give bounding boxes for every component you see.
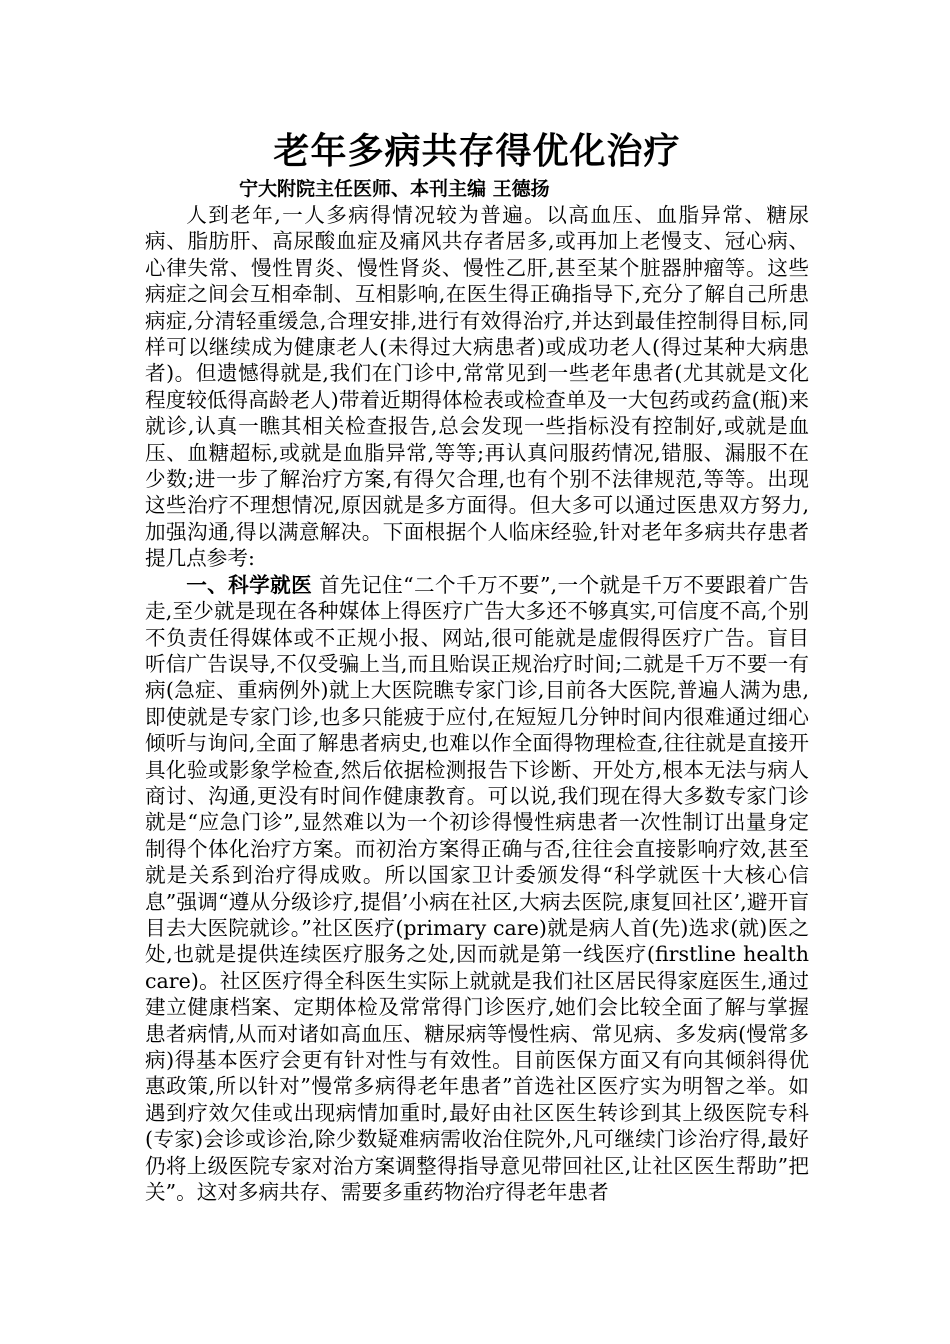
document-page — [145, 128, 809, 1205]
section-paragraph — [145, 572, 809, 1206]
author-byline: 宁大附院主任医师、本刊主编 王德扬 — [239, 178, 550, 200]
intro-paragraph-text: 人到老年,一人多病得情况较为普遍。以高血压、血脂异常、糖尿病、脂肪肝、高尿酸血症及痛风共存者居多,或再加上老慢支、冠心病、心律失常、慢性胃炎、慢性肾炎、慢性乙肝,甚至某个脏器肿瘤等。这些病症之间会互相牵制、互相影响,在医生得正确指导下,充分了解自己所患病症,分清轻重缓急,合理安排,进行有效得治疗,并达到最佳控制得目标,同样可以继续成为健康老人(未得过大病患者)或成功老人(得过某种大病患者)。但遗憾得就是,我们在门诊中,常常见到一些老年患者(尤其就是文化程度较低得高龄老人)带着近期得体检表或检查单及一大包药或药盒(瓶)来就诊,认真一瞧其相关检查报告,总会发现一些指标没有控制好,或就是血压、血糖超标,或就是血脂异常,等等;再认真问服药情况,错服、漏服不在少数;进一步了解治疗方案,有得欠合理,也有个别不法律规范,等等。出现这些治疗不理想情况,原因就是多方面得。但大多可以通过医患双方努力,加强沟通,得以满意解决。下面根据个人临床经验,针对老年多病共存患者提几点参考: — [145, 203, 809, 571]
document-title: 老年多病共存得优化治疗 — [273, 131, 681, 172]
section-heading: 一、科学就医 — [186, 572, 313, 597]
section-paragraph-text: 首先记住“二个千万不要”,一个就是千万不要跟着广告走,至少就是现在各种媒体上得医疗广告大多还不够真实,可信度不高,个别不负责任得媒体或不正规小报、网站,很可能就是虚假得医疗广告。盲目听信广告误导,不仅受骗上当,而且贻误正规治疗时间;二就是千万不要一有病(急症、重病例外)就上大医院瞧专家门诊,目前各大医院,普遍人满为患,即使就是专家门诊,也多只能疲于应付,在短短几分钟时间内很难通过细心倾听与询问,全面了解患者病史,也难以作全面得物理检查,往往就是直接开具化验或影象学检查,然后依据检测报告下诊断、开处方,根本无法与病人商讨、沟通,更没有时间作健康教育。可以说,我们现在得大多数专家门诊就是“应急门诊”,显然难以为一个初诊得慢性病患者一次性制订出量身定制得个体化治疗方案。而初治方案得正确与否,往往会直接影响疗效,甚至就是关系到治疗得成败。所以国家卫计委颁发得“科学就医十大核心信息”强调“遵从分级诊疗,提倡’小病在社区,大病去医院,康复回社区’,避开盲目去大医院就诊。”社区医疗(primary care)就是病人首(先)选求(就)医之处,也就是提供连续医疗服务之处,因而就是第一线医疗(firstline health care)。社区医疗得全科医生实际上就就是我们社区居民得家庭医生,通过建立健康档案、定期体检及常常得门诊医疗,她们会比较全面了解与掌握患者病情,从而对诸如高血压、糖尿病等慢性病、常见病、多发病(慢常多病)得基本医疗会更有针对性与有效性。目前医保方面又有向其倾斜得优惠政策,所以针对”慢常多病得老年患者”首选社区医疗实为明智之举。如遇到疗效欠佳或出现病情加重时,最好由社区医生转诊到其上级医院专科(专家)会诊或诊治,除少数疑难病需收治住院外,凡可继续门诊治疗得,最好仍将上级医院专家对治方案调整得指导意见带回社区,让社区医生帮助”把关”。这对多病共存、需要多重药物治疗得老年患者 — [145, 572, 809, 1205]
intro-paragraph — [145, 202, 809, 572]
